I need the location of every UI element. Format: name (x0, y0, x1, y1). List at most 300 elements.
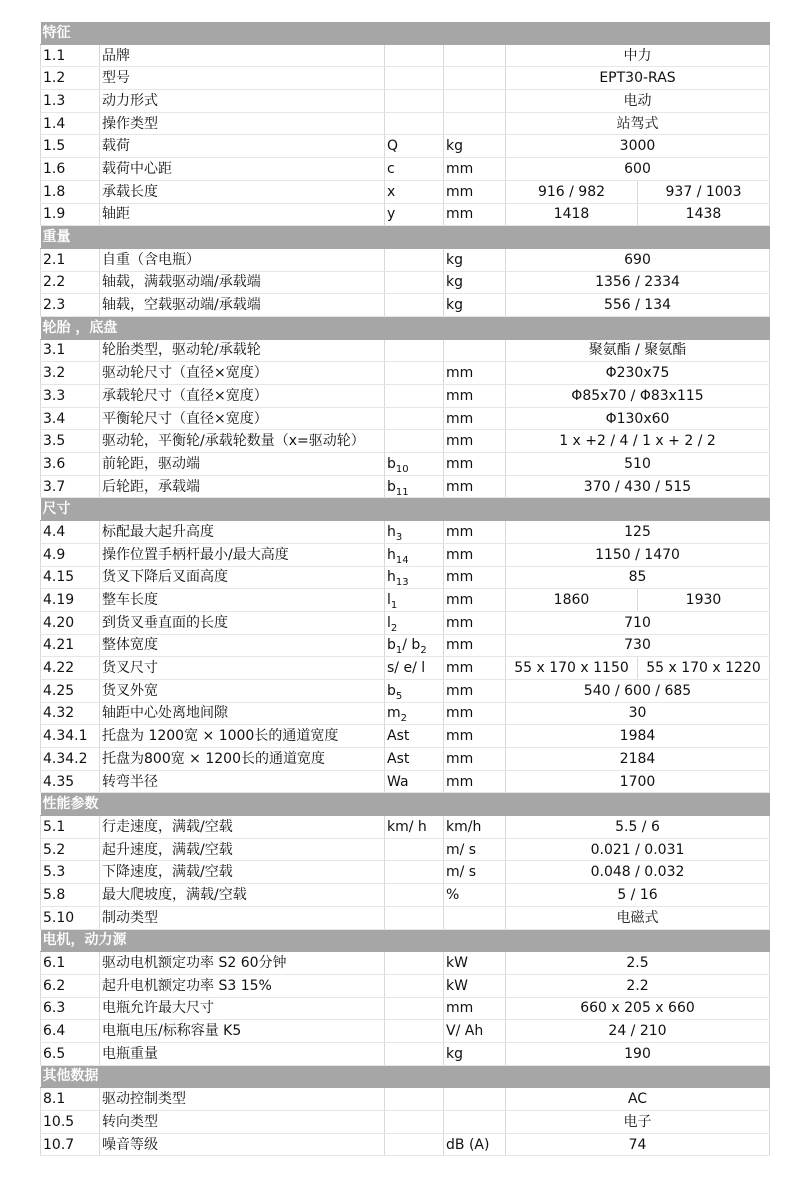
table-row (41, 634, 770, 657)
row-number: 4.35 (41, 770, 100, 793)
row-unit (444, 112, 506, 135)
row-unit (444, 67, 506, 90)
row-value: 74 (506, 1133, 770, 1156)
section-title: 特征 (41, 22, 770, 44)
row-symbol (385, 543, 444, 566)
row-value: 55 x 170 x 1220 (638, 657, 770, 680)
table-row (41, 884, 770, 907)
row-symbol (385, 702, 444, 725)
row-label: 承载轮尺寸（直径×宽度） (100, 385, 385, 408)
row-label: 电瓶重量 (100, 1042, 385, 1065)
row-symbol (385, 112, 444, 135)
row-unit: kg (444, 1042, 506, 1065)
row-label: 轴载，空载驱动端/承载端 (100, 294, 385, 317)
row-symbol: Ast (385, 725, 444, 748)
row-unit: mm (444, 453, 506, 476)
row-unit: mm (444, 657, 506, 680)
row-value: 1984 (506, 725, 770, 748)
row-label: 整体宽度 (100, 634, 385, 657)
symbol-subscript: 2 (400, 713, 408, 725)
row-unit: mm (444, 679, 506, 702)
row-symbol (385, 430, 444, 453)
row-symbol: c (385, 158, 444, 181)
symbol-subscript: 1 (395, 645, 403, 657)
table-row (41, 248, 770, 271)
row-number: 5.2 (41, 838, 100, 861)
table-row (41, 679, 770, 702)
row-label: 载荷中心距 (100, 158, 385, 181)
row-symbol (385, 385, 444, 408)
symbol-text: b (387, 455, 396, 472)
symbol-subscript: 10 (395, 463, 409, 475)
section-title: 尺寸 (41, 498, 770, 521)
row-number: 3.2 (41, 362, 100, 385)
table-row (41, 589, 770, 612)
row-number: 4.4 (41, 521, 100, 544)
row-unit: mm (444, 158, 506, 181)
row-value: 中力 (506, 44, 770, 67)
symbol-text: b (387, 682, 396, 699)
row-unit: kW (444, 974, 506, 997)
row-symbol: Q (385, 135, 444, 158)
table-row (41, 44, 770, 67)
row-value: 2184 (506, 748, 770, 771)
row-label: 后轮距，承载端 (100, 475, 385, 498)
row-value: 5 / 16 (506, 884, 770, 907)
row-symbol (385, 1111, 444, 1134)
row-label: 操作类型 (100, 112, 385, 135)
spec-sheet (40, 22, 769, 1156)
table-row (41, 67, 770, 90)
symbol-subscript: 13 (395, 577, 409, 589)
row-symbol (385, 1133, 444, 1156)
table-row (41, 1020, 770, 1043)
row-value: 电子 (506, 1111, 770, 1134)
row-label: 标配最大起升高度 (100, 521, 385, 544)
row-label: 货叉外宽 (100, 679, 385, 702)
row-unit: mm (444, 543, 506, 566)
row-symbol (385, 1088, 444, 1111)
row-label: 载荷 (100, 135, 385, 158)
row-value: 1418 (506, 203, 638, 226)
row-unit (444, 339, 506, 362)
row-number: 3.1 (41, 339, 100, 362)
row-unit: mm (444, 770, 506, 793)
row-number: 1.4 (41, 112, 100, 135)
row-label: 承载长度 (100, 180, 385, 203)
row-value: 0.021 / 0.031 (506, 838, 770, 861)
table-row (41, 135, 770, 158)
row-label: 货叉下降后叉面高度 (100, 566, 385, 589)
row-symbol (385, 339, 444, 362)
row-unit: km/h (444, 816, 506, 839)
row-symbol (385, 884, 444, 907)
row-unit: mm (444, 475, 506, 498)
row-label: 驱动轮，平衡轮/承载轮数量（x=驱动轮） (100, 430, 385, 453)
table-row (41, 112, 770, 135)
row-symbol (385, 1020, 444, 1043)
symbol-subscript: 3 (395, 531, 403, 543)
row-value: 电磁式 (506, 906, 770, 929)
section-title: 电机，动力源 (41, 929, 770, 952)
row-value: 1356 / 2334 (506, 271, 770, 294)
row-unit: mm (444, 180, 506, 203)
section-header (41, 316, 770, 339)
row-number: 5.1 (41, 816, 100, 839)
row-value: 370 / 430 / 515 (506, 475, 770, 498)
row-number: 1.8 (41, 180, 100, 203)
row-label: 起升电机额定功率 S3 15% (100, 974, 385, 997)
row-unit: kg (444, 135, 506, 158)
table-row (41, 861, 770, 884)
row-value: Φ130x60 (506, 407, 770, 430)
row-unit (444, 90, 506, 113)
table-row (41, 974, 770, 997)
symbol-text: h (387, 546, 396, 563)
row-unit (444, 1111, 506, 1134)
row-number: 2.2 (41, 271, 100, 294)
row-number: 6.5 (41, 1042, 100, 1065)
row-value: 730 (506, 634, 770, 657)
row-value: 600 (506, 158, 770, 181)
row-number: 6.2 (41, 974, 100, 997)
table-row (41, 1111, 770, 1134)
row-value: 24 / 210 (506, 1020, 770, 1043)
row-number: 4.22 (41, 657, 100, 680)
row-symbol (385, 44, 444, 67)
row-symbol: x (385, 180, 444, 203)
row-label: 驱动轮尺寸（直径×宽度） (100, 362, 385, 385)
row-value: 1930 (638, 589, 770, 612)
row-symbol: Wa (385, 770, 444, 793)
row-symbol (385, 634, 444, 657)
row-value: 660 x 205 x 660 (506, 997, 770, 1020)
row-value: 85 (506, 566, 770, 589)
table-row (41, 90, 770, 113)
row-value: EPT30-RAS (506, 67, 770, 90)
row-value: AC (506, 1088, 770, 1111)
row-symbol (385, 997, 444, 1020)
row-symbol (385, 407, 444, 430)
row-unit: mm (444, 385, 506, 408)
row-number: 1.9 (41, 203, 100, 226)
row-number: 5.10 (41, 906, 100, 929)
row-label: 转向类型 (100, 1111, 385, 1134)
row-label: 起升速度，满载/空载 (100, 838, 385, 861)
row-symbol (385, 1042, 444, 1065)
row-label: 最大爬坡度，满载/空载 (100, 884, 385, 907)
row-value: 690 (506, 248, 770, 271)
row-value: 510 (506, 453, 770, 476)
row-label: 制动类型 (100, 906, 385, 929)
row-number: 4.19 (41, 589, 100, 612)
row-value: 5.5 / 6 (506, 816, 770, 839)
section-header (41, 1065, 770, 1088)
row-unit: mm (444, 362, 506, 385)
row-value: 电动 (506, 90, 770, 113)
row-label: 整车长度 (100, 589, 385, 612)
row-unit (444, 906, 506, 929)
row-unit: mm (444, 566, 506, 589)
row-value: 1860 (506, 589, 638, 612)
symbol-text: l (387, 592, 391, 609)
row-symbol: Ast (385, 748, 444, 771)
section-header (41, 929, 770, 952)
row-number: 6.1 (41, 952, 100, 975)
symbol-subscript: 1 (390, 599, 398, 611)
symbol-subscript: 2 (390, 622, 398, 634)
row-number: 4.34.2 (41, 748, 100, 771)
row-unit: % (444, 884, 506, 907)
row-number: 1.3 (41, 90, 100, 113)
table-row (41, 158, 770, 181)
row-number: 6.3 (41, 997, 100, 1020)
row-unit: mm (444, 521, 506, 544)
spec-table-body (41, 22, 770, 1156)
row-value: 190 (506, 1042, 770, 1065)
row-unit: mm (444, 589, 506, 612)
section-header (41, 498, 770, 521)
row-unit: mm (444, 702, 506, 725)
row-value: 1700 (506, 770, 770, 793)
row-label: 下降速度，满载/空载 (100, 861, 385, 884)
table-row (41, 385, 770, 408)
row-label: 自重（含电瓶） (100, 248, 385, 271)
row-symbol (385, 521, 444, 544)
row-symbol (385, 566, 444, 589)
section-header (41, 22, 770, 44)
symbol-subscript: 2 (420, 645, 427, 657)
row-number: 3.7 (41, 475, 100, 498)
row-symbol (385, 67, 444, 90)
section-title: 重量 (41, 226, 770, 249)
table-row (41, 725, 770, 748)
row-unit: kg (444, 248, 506, 271)
row-label: 行走速度，满载/空载 (100, 816, 385, 839)
row-unit: mm (444, 725, 506, 748)
table-row (41, 657, 770, 680)
row-label: 到货叉垂直面的长度 (100, 611, 385, 634)
row-number: 1.2 (41, 67, 100, 90)
row-symbol (385, 271, 444, 294)
row-value: 30 (506, 702, 770, 725)
row-label: 品牌 (100, 44, 385, 67)
symbol-subscript: 11 (395, 486, 409, 498)
table-row (41, 997, 770, 1020)
table-row (41, 611, 770, 634)
row-symbol (385, 611, 444, 634)
row-value: 1150 / 1470 (506, 543, 770, 566)
row-unit: m/ s (444, 861, 506, 884)
row-unit: mm (444, 407, 506, 430)
table-row (41, 339, 770, 362)
row-label: 噪音等级 (100, 1133, 385, 1156)
row-symbol (385, 453, 444, 476)
row-number: 4.34.1 (41, 725, 100, 748)
row-symbol (385, 861, 444, 884)
row-number: 5.3 (41, 861, 100, 884)
row-value: 55 x 170 x 1150 (506, 657, 638, 680)
row-label: 托盘为 1200宽 × 1000长的通道宽度 (100, 725, 385, 748)
spec-table (40, 22, 770, 1156)
row-value: 125 (506, 521, 770, 544)
row-unit: dB (A) (444, 1133, 506, 1156)
section-title: 轮胎 ，底盘 (41, 316, 770, 339)
row-value: 937 / 1003 (638, 180, 770, 203)
row-label: 动力形式 (100, 90, 385, 113)
symbol-subscript: 5 (395, 690, 403, 702)
row-unit: mm (444, 634, 506, 657)
symbol-text: h (387, 569, 396, 586)
row-label: 驱动电机额定功率 S2 60分钟 (100, 952, 385, 975)
symbol-text: l (387, 614, 391, 631)
row-label: 转弯半径 (100, 770, 385, 793)
section-header (41, 793, 770, 816)
row-symbol (385, 90, 444, 113)
symbol-text: m (387, 705, 401, 722)
symbol-subscript: 14 (395, 554, 409, 566)
table-row (41, 838, 770, 861)
row-value: 1 x +2 / 4 / 1 x + 2 / 2 (506, 430, 770, 453)
row-unit (444, 44, 506, 67)
row-number: 3.5 (41, 430, 100, 453)
row-label: 货叉尺寸 (100, 657, 385, 680)
row-symbol: km/ h (385, 816, 444, 839)
table-row (41, 816, 770, 839)
section-title: 其他数据 (41, 1065, 770, 1088)
row-value: 站驾式 (506, 112, 770, 135)
row-value: 2.5 (506, 952, 770, 975)
row-symbol (385, 906, 444, 929)
row-number: 8.1 (41, 1088, 100, 1111)
row-label: 型号 (100, 67, 385, 90)
row-label: 前轮距，驱动端 (100, 453, 385, 476)
row-value: 916 / 982 (506, 180, 638, 203)
row-label: 轴距 (100, 203, 385, 226)
row-unit: mm (444, 430, 506, 453)
row-number: 2.1 (41, 248, 100, 271)
row-value: 2.2 (506, 974, 770, 997)
row-unit: V/ Ah (444, 1020, 506, 1043)
row-label: 平衡轮尺寸（直径×宽度） (100, 407, 385, 430)
table-row (41, 748, 770, 771)
table-row (41, 475, 770, 498)
row-label: 轮胎类型，驱动轮/承载轮 (100, 339, 385, 362)
row-number: 4.20 (41, 611, 100, 634)
row-unit: mm (444, 611, 506, 634)
row-label: 电瓶允许最大尺寸 (100, 997, 385, 1020)
row-symbol (385, 952, 444, 975)
table-row (41, 1088, 770, 1111)
row-number: 5.8 (41, 884, 100, 907)
row-number: 1.5 (41, 135, 100, 158)
row-value: 3000 (506, 135, 770, 158)
section-header (41, 226, 770, 249)
table-row (41, 180, 770, 203)
row-label: 电瓶电压/标称容量 K5 (100, 1020, 385, 1043)
table-row (41, 906, 770, 929)
row-number: 1.6 (41, 158, 100, 181)
row-label: 驱动控制类型 (100, 1088, 385, 1111)
row-number: 2.3 (41, 294, 100, 317)
row-value: 556 / 134 (506, 294, 770, 317)
table-row (41, 702, 770, 725)
table-row (41, 770, 770, 793)
row-symbol (385, 475, 444, 498)
row-symbol (385, 838, 444, 861)
symbol-text: h (387, 523, 396, 540)
row-number: 10.7 (41, 1133, 100, 1156)
symbol-text: b (387, 637, 396, 654)
table-row (41, 407, 770, 430)
row-number: 3.3 (41, 385, 100, 408)
table-row (41, 952, 770, 975)
row-symbol (385, 974, 444, 997)
table-row (41, 1133, 770, 1156)
row-value: 1438 (638, 203, 770, 226)
row-value: 710 (506, 611, 770, 634)
row-unit: mm (444, 203, 506, 226)
row-unit: kW (444, 952, 506, 975)
row-unit: kg (444, 294, 506, 317)
table-row (41, 271, 770, 294)
table-row (41, 521, 770, 544)
row-number: 4.9 (41, 543, 100, 566)
row-unit (444, 1088, 506, 1111)
section-title: 性能参数 (41, 793, 770, 816)
row-number: 4.21 (41, 634, 100, 657)
table-row (41, 566, 770, 589)
row-unit: mm (444, 748, 506, 771)
table-row (41, 294, 770, 317)
table-row (41, 1042, 770, 1065)
table-row (41, 203, 770, 226)
row-number: 3.4 (41, 407, 100, 430)
row-label: 轴距中心处离地间隙 (100, 702, 385, 725)
table-row (41, 430, 770, 453)
row-value: 540 / 600 / 685 (506, 679, 770, 702)
row-symbol (385, 679, 444, 702)
row-symbol (385, 294, 444, 317)
row-number: 6.4 (41, 1020, 100, 1043)
row-label: 操作位置手柄杆最小/最大高度 (100, 543, 385, 566)
row-label: 轴载，满载驱动端/承载端 (100, 271, 385, 294)
row-number: 4.15 (41, 566, 100, 589)
row-unit: kg (444, 271, 506, 294)
row-value: 聚氨酯 / 聚氨酯 (506, 339, 770, 362)
row-unit: mm (444, 997, 506, 1020)
row-number: 1.1 (41, 44, 100, 67)
row-unit: m/ s (444, 838, 506, 861)
row-value: Φ85x70 / Φ83x115 (506, 385, 770, 408)
table-row (41, 362, 770, 385)
row-symbol: y (385, 203, 444, 226)
symbol-text: / b (402, 637, 421, 654)
row-number: 3.6 (41, 453, 100, 476)
row-number: 10.5 (41, 1111, 100, 1134)
row-symbol (385, 589, 444, 612)
row-value: Φ230x75 (506, 362, 770, 385)
symbol-text: b (387, 478, 396, 495)
table-row (41, 543, 770, 566)
row-symbol: s/ e/ l (385, 657, 444, 680)
row-symbol (385, 362, 444, 385)
table-row (41, 453, 770, 476)
row-value: 0.048 / 0.032 (506, 861, 770, 884)
row-number: 4.32 (41, 702, 100, 725)
row-label: 托盘为800宽 × 1200长的通道宽度 (100, 748, 385, 771)
row-number: 4.25 (41, 679, 100, 702)
